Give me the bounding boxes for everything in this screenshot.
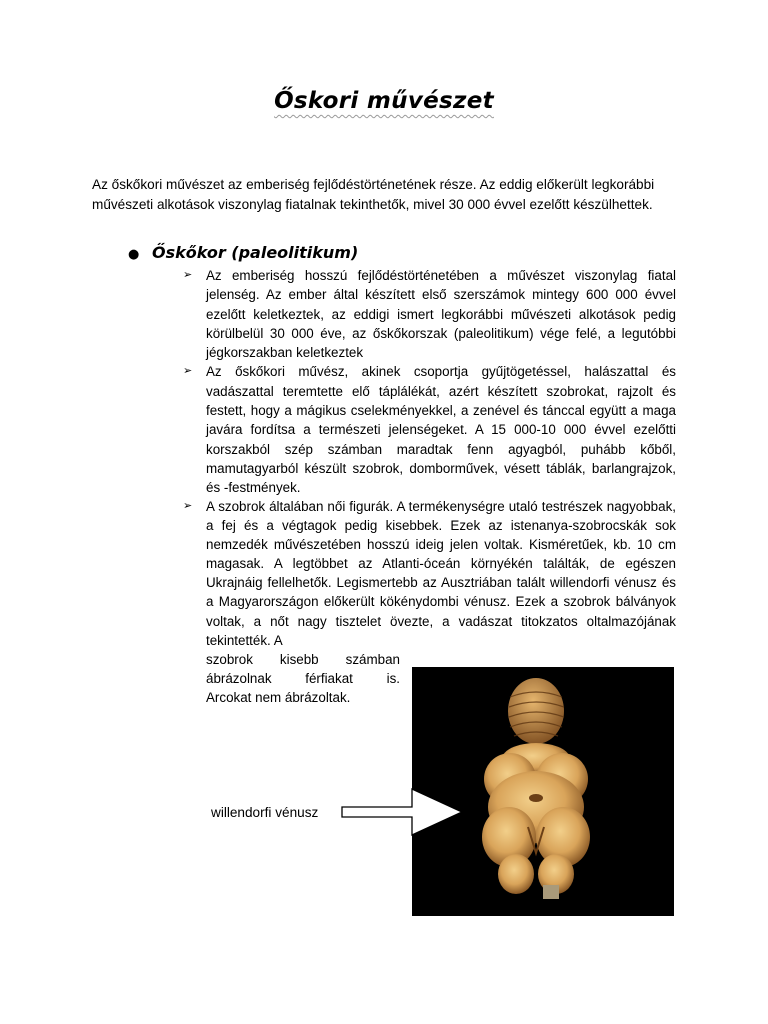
list-item-text: Az emberiség hosszú fejlődéstörténetében a művészet viszonylag fiatal jelenség. Az ember által készített első szerszámok mintegy 600 000 évvel ezelőtt keletkeztek, az eddigi ismert legkorábbi művészeti alkotások pedig körülbelül 30 000 éve, az őskőkorszak (paleolitikum) vége felé, a legutóbbi jégkorszakban keletkeztek <box>206 268 676 361</box>
right-arrow-icon <box>340 787 464 837</box>
bullet-list <box>183 266 676 498</box>
list-item-text-line: Arcokat nem ábrázoltak. <box>206 689 351 705</box>
arrow-bullet-icon: ➢ <box>183 365 193 378</box>
list-item <box>183 362 676 497</box>
list-item-text: Az őskőkori művész, akinek csoportja gyűjtögetéssel, halászattal és vadászattal teremtette elő táplálékát, azért készített szobrokat, rajzolt és festett, hogy a mágikus cselekményekkel, a zenével és tánccal együtt a maga javára fordítsa a természeti jelenségeket. A 15 000-10 000 évvel ezelőtti korszakból szép számban maradtak fenn agyagból, puhább kőből, mamutagyarból készült szobrok, domborművek, vésett táblák, barlangrajzok, és -festmények. <box>206 364 676 496</box>
arrow-bullet-icon: ➢ <box>183 500 193 512</box>
page-title <box>0 88 768 114</box>
section-heading <box>128 243 358 265</box>
list-item-text-line: szobrok kisebb számban <box>206 651 400 667</box>
arrow-bullet-icon: ➢ <box>183 269 193 281</box>
title-text: Őskori művészet <box>274 88 494 114</box>
list-item-text: A szobrok általában női figurák. A termékenységre utaló testrészek nagyobbak, a fej és a végtagok pedig kisebbek. Ezek az istenanya-szobrocskák sok nemzedék művészetében hosszú ideig jelen voltak. Kisméretűek, kb. 10 cm magasak. A legtöbbet az Atlanti-óceán környékén találták, de egészen Ukrajnáig fellelhetők. Legismertebb az Ausztriában talált willendorfi vénusz és a Magyarországon előkerült kökénydombi vénusz. Ezek a szobrok bálványok voltak, a nőt nagy tisztelet övezte, a vadászat titokzatos oltalmazójának tekintették. A <box>206 499 676 648</box>
figure-caption: willendorfi vénusz <box>211 805 319 820</box>
section-heading-text: Őskőkor (paleolitikum) <box>152 243 359 262</box>
intro-paragraph: Az őskőkori művészet az emberiség fejlődéstörténetének része. Az eddig előkerült legkorábbi művészeti alkotások viszonylag fiatalnak tekinthetők, mivel 30 000 évvel ezelőtt készülhettek. <box>92 177 655 212</box>
list-item <box>183 266 676 362</box>
list-item-text-line: ábrázolnak férfiakat is. <box>206 670 400 686</box>
bullet-dot-icon: ● <box>128 247 140 262</box>
